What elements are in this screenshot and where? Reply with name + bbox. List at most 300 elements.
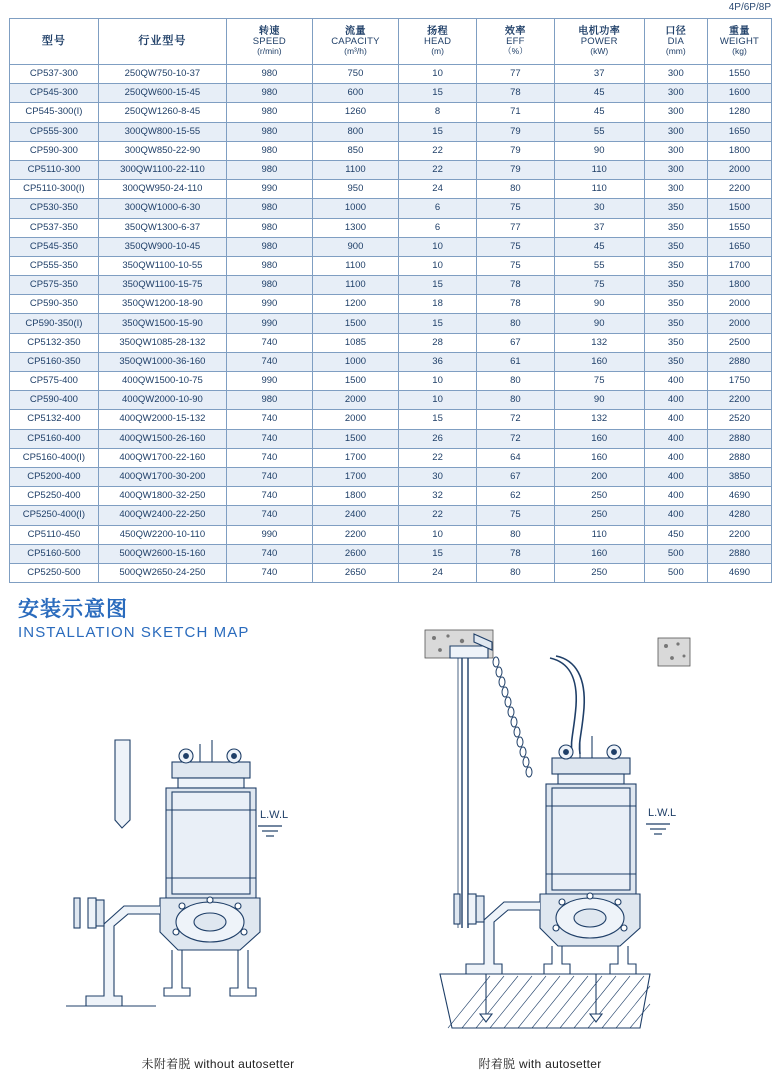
cell-dia: 350 bbox=[644, 237, 707, 256]
cell-speed: 980 bbox=[226, 218, 312, 237]
cell-model: CP5160-500 bbox=[10, 544, 99, 563]
table-row bbox=[10, 237, 772, 256]
cell-head: 10 bbox=[399, 372, 477, 391]
table-row bbox=[10, 410, 772, 429]
cell-industry-model: 350QW1000-36-160 bbox=[98, 352, 226, 371]
cell-power: 37 bbox=[554, 218, 644, 237]
cell-speed: 740 bbox=[226, 467, 312, 486]
cell-eff: 80 bbox=[477, 372, 555, 391]
table-row bbox=[10, 429, 772, 448]
cell-capacity: 900 bbox=[312, 237, 398, 256]
cell-weight: 1500 bbox=[707, 199, 771, 218]
cell-power: 160 bbox=[554, 448, 644, 467]
cell-head: 8 bbox=[399, 103, 477, 122]
cell-weight: 4690 bbox=[707, 487, 771, 506]
cell-dia: 300 bbox=[644, 180, 707, 199]
cell-capacity: 1000 bbox=[312, 352, 398, 371]
col-header-eff-unit: （%） bbox=[503, 46, 528, 57]
col-header-head-unit: (m) bbox=[431, 46, 444, 57]
table-row bbox=[10, 352, 772, 371]
col-header-eff-en: EFF bbox=[506, 36, 525, 48]
cell-head: 24 bbox=[399, 563, 477, 582]
cell-capacity: 1700 bbox=[312, 448, 398, 467]
cell-industry-model: 400QW2000-15-132 bbox=[98, 410, 226, 429]
concrete-block-right bbox=[658, 638, 690, 666]
section-title bbox=[18, 597, 249, 643]
cell-power: 110 bbox=[554, 180, 644, 199]
cell-speed: 740 bbox=[226, 352, 312, 371]
cell-weight: 1550 bbox=[707, 65, 771, 84]
cell-industry-model: 350QW1085-28-132 bbox=[98, 333, 226, 352]
cell-power: 200 bbox=[554, 467, 644, 486]
cell-dia: 400 bbox=[644, 448, 707, 467]
cell-weight: 2520 bbox=[707, 410, 771, 429]
cell-capacity: 850 bbox=[312, 141, 398, 160]
cell-eff: 79 bbox=[477, 141, 555, 160]
cell-power: 250 bbox=[554, 563, 644, 582]
figure-with-autosetter bbox=[400, 628, 740, 1040]
col-header-model bbox=[10, 19, 99, 65]
cell-industry-model: 350QW1300-6-37 bbox=[98, 218, 226, 237]
cell-eff: 75 bbox=[477, 237, 555, 256]
cell-eff: 62 bbox=[477, 487, 555, 506]
table-body bbox=[10, 65, 772, 583]
table-row bbox=[10, 372, 772, 391]
cell-dia: 400 bbox=[644, 429, 707, 448]
table-row bbox=[10, 65, 772, 84]
cell-capacity: 1100 bbox=[312, 276, 398, 295]
cell-model: CP575-400 bbox=[10, 372, 99, 391]
cell-power: 55 bbox=[554, 256, 644, 275]
cell-head: 15 bbox=[399, 314, 477, 333]
cell-power: 160 bbox=[554, 429, 644, 448]
cell-eff: 78 bbox=[477, 276, 555, 295]
cell-speed: 980 bbox=[226, 103, 312, 122]
cell-capacity: 1700 bbox=[312, 467, 398, 486]
col-header-speed-en: SPEED bbox=[252, 36, 286, 48]
cell-head: 22 bbox=[399, 141, 477, 160]
cell-capacity: 1100 bbox=[312, 160, 398, 179]
cell-weight: 1550 bbox=[707, 218, 771, 237]
cell-power: 55 bbox=[554, 122, 644, 141]
cell-weight: 2880 bbox=[707, 352, 771, 371]
cell-model: CP555-300 bbox=[10, 122, 99, 141]
col-header-speed-unit: (r/min) bbox=[257, 46, 282, 57]
cell-model: CP5110-450 bbox=[10, 525, 99, 544]
cell-eff: 80 bbox=[477, 180, 555, 199]
col-header-weight-unit: (kg) bbox=[732, 46, 747, 57]
cell-capacity: 1800 bbox=[312, 487, 398, 506]
cell-eff: 72 bbox=[477, 410, 555, 429]
cell-head: 26 bbox=[399, 429, 477, 448]
cell-model: CP545-300(I) bbox=[10, 103, 99, 122]
cell-power: 75 bbox=[554, 276, 644, 295]
table-row bbox=[10, 391, 772, 410]
cell-industry-model: 350QW1100-15-75 bbox=[98, 276, 226, 295]
cell-dia: 350 bbox=[644, 276, 707, 295]
col-header-industry-model bbox=[98, 19, 226, 65]
cell-head: 10 bbox=[399, 391, 477, 410]
col-header-eff-cn: 效率 bbox=[504, 25, 526, 37]
cell-weight: 2880 bbox=[707, 429, 771, 448]
table-row bbox=[10, 141, 772, 160]
cell-head: 32 bbox=[399, 487, 477, 506]
cell-model: CP545-300 bbox=[10, 84, 99, 103]
cell-power: 132 bbox=[554, 333, 644, 352]
col-header-weight bbox=[707, 19, 771, 65]
col-header-eff bbox=[477, 19, 555, 65]
table-row bbox=[10, 180, 772, 199]
cell-speed: 980 bbox=[226, 160, 312, 179]
cell-power: 160 bbox=[554, 352, 644, 371]
col-header-capacity-en: CAPACITY bbox=[331, 36, 380, 48]
cell-dia: 450 bbox=[644, 525, 707, 544]
cell-head: 15 bbox=[399, 410, 477, 429]
cell-model: CP5132-350 bbox=[10, 333, 99, 352]
table-row bbox=[10, 122, 772, 141]
cell-head: 15 bbox=[399, 122, 477, 141]
table-row bbox=[10, 295, 772, 314]
page-corner-label: 4P/6P/8P bbox=[728, 2, 771, 13]
table-row bbox=[10, 448, 772, 467]
cell-capacity: 750 bbox=[312, 65, 398, 84]
table-row bbox=[10, 256, 772, 275]
cell-speed: 980 bbox=[226, 256, 312, 275]
table-row bbox=[10, 544, 772, 563]
cell-power: 45 bbox=[554, 103, 644, 122]
table-row bbox=[10, 314, 772, 333]
cell-model: CP5160-400(I) bbox=[10, 448, 99, 467]
table-row bbox=[10, 487, 772, 506]
cell-head: 18 bbox=[399, 295, 477, 314]
table-row bbox=[10, 333, 772, 352]
cell-weight: 1750 bbox=[707, 372, 771, 391]
cell-capacity: 1500 bbox=[312, 314, 398, 333]
cell-dia: 400 bbox=[644, 410, 707, 429]
col-header-power bbox=[554, 19, 644, 65]
cell-eff: 80 bbox=[477, 525, 555, 544]
cell-dia: 400 bbox=[644, 487, 707, 506]
cell-head: 10 bbox=[399, 65, 477, 84]
figure-without-autosetter bbox=[60, 700, 360, 1040]
cell-speed: 980 bbox=[226, 65, 312, 84]
cell-model: CP5200-400 bbox=[10, 467, 99, 486]
left-water-level-label: L.W.L bbox=[260, 809, 289, 821]
cell-weight: 1700 bbox=[707, 256, 771, 275]
cell-head: 15 bbox=[399, 276, 477, 295]
cell-power: 160 bbox=[554, 544, 644, 563]
cell-eff: 61 bbox=[477, 352, 555, 371]
cell-dia: 350 bbox=[644, 333, 707, 352]
section-title-en: INSTALLATION SKETCH MAP bbox=[18, 624, 250, 642]
cell-model: CP545-350 bbox=[10, 237, 99, 256]
cell-weight: 2000 bbox=[707, 295, 771, 314]
cell-capacity: 2650 bbox=[312, 563, 398, 582]
cell-industry-model: 300QW950-24-110 bbox=[98, 180, 226, 199]
cell-industry-model: 400QW2400-22-250 bbox=[98, 506, 226, 525]
cell-eff: 67 bbox=[477, 467, 555, 486]
cell-model: CP5160-350 bbox=[10, 352, 99, 371]
cell-eff: 75 bbox=[477, 506, 555, 525]
cell-model: CP590-350(I) bbox=[10, 314, 99, 333]
cell-speed: 740 bbox=[226, 448, 312, 467]
cell-capacity: 600 bbox=[312, 84, 398, 103]
cell-eff: 67 bbox=[477, 333, 555, 352]
col-header-weight-en: WEIGHT bbox=[719, 36, 760, 48]
col-header-dia-unit: (mm) bbox=[665, 46, 686, 57]
foundation-hatch bbox=[440, 974, 650, 1028]
cell-model: CP537-350 bbox=[10, 218, 99, 237]
col-header-power-en: POWER bbox=[580, 36, 618, 48]
cell-eff: 75 bbox=[477, 199, 555, 218]
cell-speed: 990 bbox=[226, 180, 312, 199]
table-row bbox=[10, 84, 772, 103]
cell-weight: 3850 bbox=[707, 467, 771, 486]
cell-industry-model: 300QW800-15-55 bbox=[98, 122, 226, 141]
col-header-industry-model-cn: 行业型号 bbox=[138, 34, 187, 47]
cell-speed: 980 bbox=[226, 141, 312, 160]
cell-industry-model: 350QW900-10-45 bbox=[98, 237, 226, 256]
col-header-dia bbox=[644, 19, 707, 65]
cell-weight: 1800 bbox=[707, 141, 771, 160]
cell-power: 37 bbox=[554, 65, 644, 84]
cell-industry-model: 350QW1100-10-55 bbox=[98, 256, 226, 275]
table-row bbox=[10, 506, 772, 525]
cell-industry-model: 400QW1700-30-200 bbox=[98, 467, 226, 486]
cell-power: 75 bbox=[554, 372, 644, 391]
cell-eff: 77 bbox=[477, 218, 555, 237]
cell-speed: 990 bbox=[226, 525, 312, 544]
col-header-capacity-unit: (m³/h) bbox=[344, 46, 367, 57]
cell-eff: 80 bbox=[477, 391, 555, 410]
table-row bbox=[10, 218, 772, 237]
cell-speed: 980 bbox=[226, 237, 312, 256]
cell-power: 250 bbox=[554, 506, 644, 525]
table-header bbox=[10, 19, 772, 65]
cell-speed: 740 bbox=[226, 544, 312, 563]
cell-model: CP590-350 bbox=[10, 295, 99, 314]
cell-speed: 980 bbox=[226, 84, 312, 103]
cell-weight: 4690 bbox=[707, 563, 771, 582]
cell-weight: 2200 bbox=[707, 391, 771, 410]
cell-speed: 740 bbox=[226, 333, 312, 352]
cell-dia: 500 bbox=[644, 544, 707, 563]
col-header-power-unit: (kW) bbox=[590, 46, 609, 57]
cell-capacity: 800 bbox=[312, 122, 398, 141]
cell-dia: 350 bbox=[644, 352, 707, 371]
col-header-speed-cn: 转速 bbox=[258, 25, 280, 37]
cell-power: 110 bbox=[554, 525, 644, 544]
cell-capacity: 1500 bbox=[312, 372, 398, 391]
col-header-dia-cn: 口径 bbox=[665, 25, 687, 37]
cell-head: 6 bbox=[399, 199, 477, 218]
cell-head: 30 bbox=[399, 467, 477, 486]
cell-industry-model: 300QW1000-6-30 bbox=[98, 199, 226, 218]
cell-head: 22 bbox=[399, 448, 477, 467]
cell-weight: 1800 bbox=[707, 276, 771, 295]
cell-dia: 300 bbox=[644, 65, 707, 84]
table-row bbox=[10, 160, 772, 179]
table-row bbox=[10, 467, 772, 486]
cell-capacity: 2200 bbox=[312, 525, 398, 544]
cell-model: CP575-350 bbox=[10, 276, 99, 295]
cell-power: 90 bbox=[554, 295, 644, 314]
col-header-head-en: HEAD bbox=[423, 36, 452, 48]
cell-power: 90 bbox=[554, 314, 644, 333]
cell-speed: 990 bbox=[226, 295, 312, 314]
col-header-capacity-cn: 流量 bbox=[344, 25, 366, 37]
cell-dia: 350 bbox=[644, 218, 707, 237]
cell-dia: 350 bbox=[644, 314, 707, 333]
cell-capacity: 1085 bbox=[312, 333, 398, 352]
col-header-speed bbox=[226, 19, 312, 65]
cell-eff: 75 bbox=[477, 256, 555, 275]
cell-model: CP537-300 bbox=[10, 65, 99, 84]
cell-power: 90 bbox=[554, 141, 644, 160]
cell-industry-model: 450QW2200-10-110 bbox=[98, 525, 226, 544]
table-row bbox=[10, 563, 772, 582]
cell-model: CP5250-500 bbox=[10, 563, 99, 582]
cell-eff: 77 bbox=[477, 65, 555, 84]
cell-model: CP5110-300 bbox=[10, 160, 99, 179]
cell-head: 10 bbox=[399, 256, 477, 275]
cell-industry-model: 500QW2650-24-250 bbox=[98, 563, 226, 582]
cell-dia: 300 bbox=[644, 122, 707, 141]
cell-eff: 64 bbox=[477, 448, 555, 467]
cell-dia: 350 bbox=[644, 295, 707, 314]
col-header-capacity bbox=[312, 19, 398, 65]
cell-model: CP5160-400 bbox=[10, 429, 99, 448]
cell-power: 90 bbox=[554, 391, 644, 410]
cell-industry-model: 400QW1800-32-250 bbox=[98, 487, 226, 506]
table-header-row bbox=[10, 19, 772, 65]
cell-weight: 1650 bbox=[707, 122, 771, 141]
cell-industry-model: 250QW1260-8-45 bbox=[98, 103, 226, 122]
cell-speed: 740 bbox=[226, 487, 312, 506]
cell-speed: 740 bbox=[226, 506, 312, 525]
cell-power: 45 bbox=[554, 84, 644, 103]
cell-head: 15 bbox=[399, 544, 477, 563]
table-row bbox=[10, 103, 772, 122]
cell-speed: 980 bbox=[226, 122, 312, 141]
cell-eff: 79 bbox=[477, 160, 555, 179]
cell-head: 10 bbox=[399, 237, 477, 256]
cell-head: 36 bbox=[399, 352, 477, 371]
cell-capacity: 1500 bbox=[312, 429, 398, 448]
cell-dia: 400 bbox=[644, 467, 707, 486]
cell-industry-model: 300QW850-22-90 bbox=[98, 141, 226, 160]
cell-head: 15 bbox=[399, 84, 477, 103]
cell-weight: 4280 bbox=[707, 506, 771, 525]
cell-weight: 1280 bbox=[707, 103, 771, 122]
figure-caption-left: 未附着脱 without autosetter bbox=[141, 1057, 295, 1071]
cell-capacity: 1260 bbox=[312, 103, 398, 122]
cell-industry-model: 300QW1100-22-110 bbox=[98, 160, 226, 179]
cell-speed: 740 bbox=[226, 429, 312, 448]
col-header-head-cn: 扬程 bbox=[427, 25, 449, 37]
specification-table bbox=[9, 18, 772, 583]
table-row bbox=[10, 199, 772, 218]
cell-industry-model: 350QW1500-15-90 bbox=[98, 314, 226, 333]
cell-weight: 2000 bbox=[707, 314, 771, 333]
right-water-level-label: L.W.L bbox=[648, 807, 677, 819]
cell-dia: 400 bbox=[644, 391, 707, 410]
cell-eff: 78 bbox=[477, 544, 555, 563]
cell-power: 132 bbox=[554, 410, 644, 429]
section-title-cn: 安装示意图 bbox=[18, 598, 128, 621]
cell-dia: 300 bbox=[644, 141, 707, 160]
cell-industry-model: 500QW2600-15-160 bbox=[98, 544, 226, 563]
cell-weight: 2200 bbox=[707, 525, 771, 544]
cell-speed: 980 bbox=[226, 391, 312, 410]
cell-speed: 980 bbox=[226, 276, 312, 295]
cell-weight: 1600 bbox=[707, 84, 771, 103]
cell-weight: 2500 bbox=[707, 333, 771, 352]
cell-eff: 80 bbox=[477, 563, 555, 582]
col-header-head bbox=[399, 19, 477, 65]
cell-industry-model: 250QW600-15-45 bbox=[98, 84, 226, 103]
cell-model: CP530-350 bbox=[10, 199, 99, 218]
cell-weight: 1650 bbox=[707, 237, 771, 256]
cell-model: CP590-400 bbox=[10, 391, 99, 410]
cell-head: 10 bbox=[399, 525, 477, 544]
cell-eff: 78 bbox=[477, 295, 555, 314]
cell-eff: 79 bbox=[477, 122, 555, 141]
figure-caption-right: 附着脱 with autosetter bbox=[478, 1057, 602, 1071]
cell-eff: 80 bbox=[477, 314, 555, 333]
cell-capacity: 2600 bbox=[312, 544, 398, 563]
cell-power: 250 bbox=[554, 487, 644, 506]
cell-capacity: 950 bbox=[312, 180, 398, 199]
cell-head: 28 bbox=[399, 333, 477, 352]
cell-industry-model: 400QW2000-10-90 bbox=[98, 391, 226, 410]
cell-speed: 740 bbox=[226, 410, 312, 429]
cell-weight: 2200 bbox=[707, 180, 771, 199]
cell-head: 22 bbox=[399, 506, 477, 525]
cell-speed: 740 bbox=[226, 563, 312, 582]
cell-eff: 72 bbox=[477, 429, 555, 448]
cell-head: 22 bbox=[399, 160, 477, 179]
cell-model: CP590-300 bbox=[10, 141, 99, 160]
col-header-model-cn: 型号 bbox=[41, 34, 66, 47]
cell-eff: 78 bbox=[477, 84, 555, 103]
cell-power: 45 bbox=[554, 237, 644, 256]
cell-power: 110 bbox=[554, 160, 644, 179]
cell-model: CP5250-400(I) bbox=[10, 506, 99, 525]
cell-head: 6 bbox=[399, 218, 477, 237]
cell-industry-model: 350QW1200-18-90 bbox=[98, 295, 226, 314]
cell-speed: 980 bbox=[226, 199, 312, 218]
cell-model: CP555-350 bbox=[10, 256, 99, 275]
cell-capacity: 1300 bbox=[312, 218, 398, 237]
cell-dia: 400 bbox=[644, 506, 707, 525]
cell-eff: 71 bbox=[477, 103, 555, 122]
cell-dia: 400 bbox=[644, 372, 707, 391]
cell-capacity: 2000 bbox=[312, 410, 398, 429]
cell-capacity: 1100 bbox=[312, 256, 398, 275]
col-header-weight-cn: 重量 bbox=[728, 25, 750, 37]
cell-weight: 2880 bbox=[707, 448, 771, 467]
cell-dia: 300 bbox=[644, 160, 707, 179]
cell-dia: 300 bbox=[644, 84, 707, 103]
cell-industry-model: 400QW1500-26-160 bbox=[98, 429, 226, 448]
cell-industry-model: 400QW1700-22-160 bbox=[98, 448, 226, 467]
cell-model: CP5110-300(I) bbox=[10, 180, 99, 199]
table-row bbox=[10, 276, 772, 295]
cell-speed: 990 bbox=[226, 314, 312, 333]
table-row bbox=[10, 525, 772, 544]
cell-industry-model: 250QW750-10-37 bbox=[98, 65, 226, 84]
